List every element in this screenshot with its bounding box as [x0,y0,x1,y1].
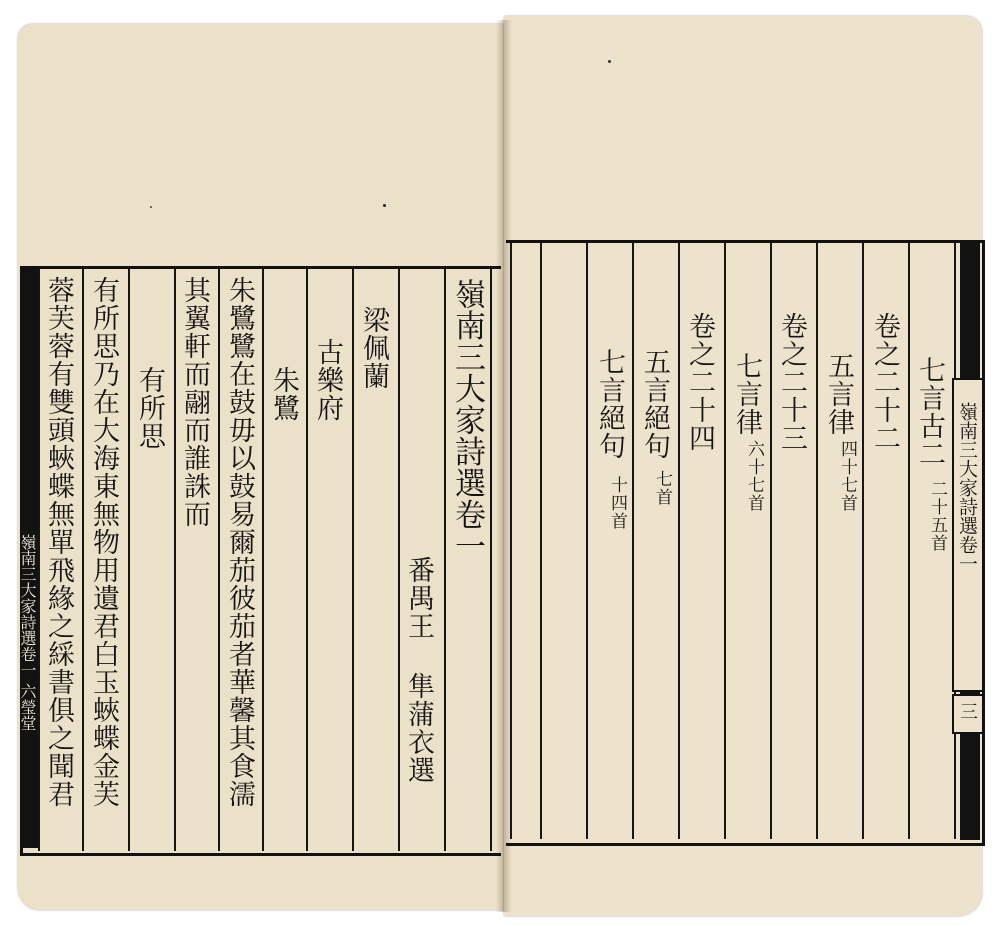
column-rule [816,243,818,839]
toc-genre: 七言古 [914,356,945,440]
poem-text-line: 有所思乃在大海東無物用遺君白玉蛺蝶金芙 [88,276,119,808]
column-rule [82,269,84,851]
column-rule [306,269,308,851]
column-rule [632,243,634,839]
poem-title: 朱鷺 [268,366,299,422]
poem-title: 有所思 [134,366,165,450]
column-rule [678,243,680,839]
poem-text-line: 朱鷺鷺在鼓毋以鼓易爾茄彼茄者華馨其食濡 [224,276,255,808]
ink-speck [383,204,386,207]
column-rule [128,269,130,851]
toc-volume: 卷之二十二 [869,312,900,452]
column-rule [586,243,588,839]
right-spine-page-number: 三 [957,702,978,720]
section-heading: 古樂府 [312,338,343,422]
volume-title: 嶺南三大家詩選卷一 [449,278,485,562]
column-rule [218,269,220,851]
right-spine-text: 嶺南三大家詩選卷一 [956,402,978,573]
column-rule [262,269,264,851]
column-rule [862,243,864,839]
column-rule [770,243,772,839]
column-rule [540,243,542,839]
toc-count: 四十七首 [837,440,857,512]
toc-genre: 七言絕句 [594,348,625,460]
compiler-place: 番禺王 [403,556,434,640]
right-spine-label [952,378,984,692]
toc-genre: 五言絕句 [639,348,670,460]
ink-speck [608,60,611,63]
right-spine-page [952,694,984,734]
left-spine-text: 嶺南三大家詩選卷一 六瑩堂 [18,534,37,732]
poem-text-line: 其翼軒而翮而誰誅而 [179,276,210,528]
toc-count: 七首 [652,470,672,506]
column-rule [490,269,492,851]
poem-text-line: 蓉芙蓉有雙頭蛺蝶無單飛緣之綵書俱之聞君 [43,276,74,808]
toc-volume: 卷之二十四 [684,312,715,452]
author-name: 梁佩蘭 [358,306,389,390]
compiler-name: 隼蒲衣選 [403,672,434,784]
column-rule [724,243,726,839]
toc-vol-suffix: 二 [914,440,945,468]
toc-genre: 五言律 [823,352,854,436]
toc-count: 六十七首 [744,440,764,512]
toc-count: 十四首 [607,476,627,530]
left-spine-strip [20,268,38,848]
column-rule [444,269,446,851]
column-rule [38,269,40,851]
column-rule [398,269,400,851]
column-rule [174,269,176,851]
right-page-frame [506,240,985,846]
column-rule [352,269,354,851]
toc-count: 二十五首 [927,480,947,552]
ink-speck [150,206,152,208]
column-rule [510,243,512,839]
toc-genre: 七言律 [731,352,762,436]
toc-volume: 卷之二十三 [776,312,807,452]
column-rule [908,243,910,839]
